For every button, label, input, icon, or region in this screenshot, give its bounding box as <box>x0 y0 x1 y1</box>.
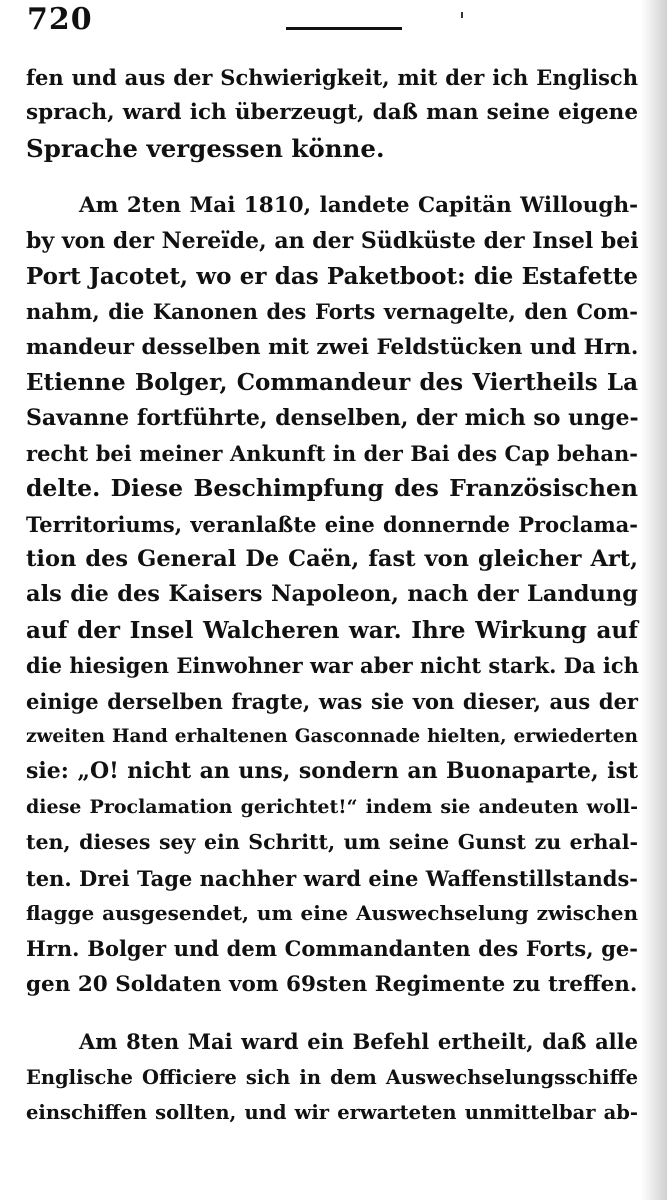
print-speck <box>461 12 463 18</box>
text-line: flagge ausgesendet, um eine Auswechselung zwischen <box>26 900 638 925</box>
text-line: sprach, ward ich überzeugt, daß man seine eigene <box>26 100 638 126</box>
text-line: Port Jacotet, wo er das Paketboot: die Estafette <box>26 262 638 290</box>
text-line: zweiten Hand erhaltenen Gasconnade hielten, erwiederten <box>26 726 638 748</box>
text-line: Am 2ten Mai 1810, landete Capitän Willough- <box>79 193 638 219</box>
header-rule <box>286 27 402 30</box>
text-line: ten. Drei Tage nachher ward eine Waffenstillstands- <box>26 865 638 891</box>
text-line: ten, dieses sey ein Schritt, um seine Gunst zu erhal- <box>26 830 638 855</box>
text-line: sie: „O! nicht an uns, sondern an Buonaparte, ist <box>26 758 638 785</box>
text-line: Savanne fortführte, denselben, der mich so unge- <box>26 404 639 431</box>
text-line: Englische Officiere sich in dem Auswechselungsschiffe <box>26 1065 638 1089</box>
text-line: Etienne Bolger, Commandeur des Viertheils La <box>26 369 638 397</box>
text-line: gen 20 Soldaten vom 69sten Regimente zu treffen. <box>26 971 638 997</box>
text-line: die hiesigen Einwohner war aber nicht stark. Da ich <box>26 653 639 679</box>
paragraph <box>26 188 638 1002</box>
text-line: auf der Insel Walcheren war. Ihre Wirkung auf <box>26 616 638 644</box>
paragraph <box>26 60 638 166</box>
text-line: einschiffen sollten, und wir erwarteten unmittelbar ab- <box>26 1100 638 1124</box>
paragraph <box>26 1024 638 1130</box>
text-line: einige derselben fragte, was sie von dieser, aus der <box>26 688 638 714</box>
body-text <box>26 60 638 1130</box>
text-line: mandeur desselben mit zwei Feldstücken und Hrn. <box>26 334 639 360</box>
text-line: diese Proclamation gerichtet!“ indem sie andeuten woll- <box>26 795 638 818</box>
text-line: Am 8ten Mai ward ein Befehl ertheilt, daß alle <box>79 1029 638 1055</box>
page-number: 720 <box>27 2 93 37</box>
text-line: fen und aus der Schwierigkeit, mit der ich Englisch <box>26 65 638 90</box>
text-line: Territoriums, veranlaßte eine donnernde Proclama- <box>26 511 638 537</box>
text-line: Sprache vergessen könne. <box>26 133 385 163</box>
text-line: delte. Diese Beschimpfung des Französischen <box>26 474 638 503</box>
paragraph-gap <box>26 1002 638 1024</box>
text-line: Hrn. Bolger und dem Commandanten des Forts, ge- <box>26 936 638 962</box>
text-line: recht bei meiner Ankunft in der Bai des Cap behan- <box>26 440 638 466</box>
text-line: nahm, die Kanonen des Forts vernagelte, den Com- <box>26 299 638 325</box>
page-edge-shadow <box>641 0 667 1200</box>
text-line: als die des Kaisers Napoleon, nach der Landung <box>26 581 638 608</box>
text-line: by von der Nereïde, an der Südküste der Insel bei <box>26 227 639 254</box>
paragraph-gap <box>26 166 638 188</box>
text-line: tion des General De Caën, fast von gleicher Art, <box>26 546 638 573</box>
